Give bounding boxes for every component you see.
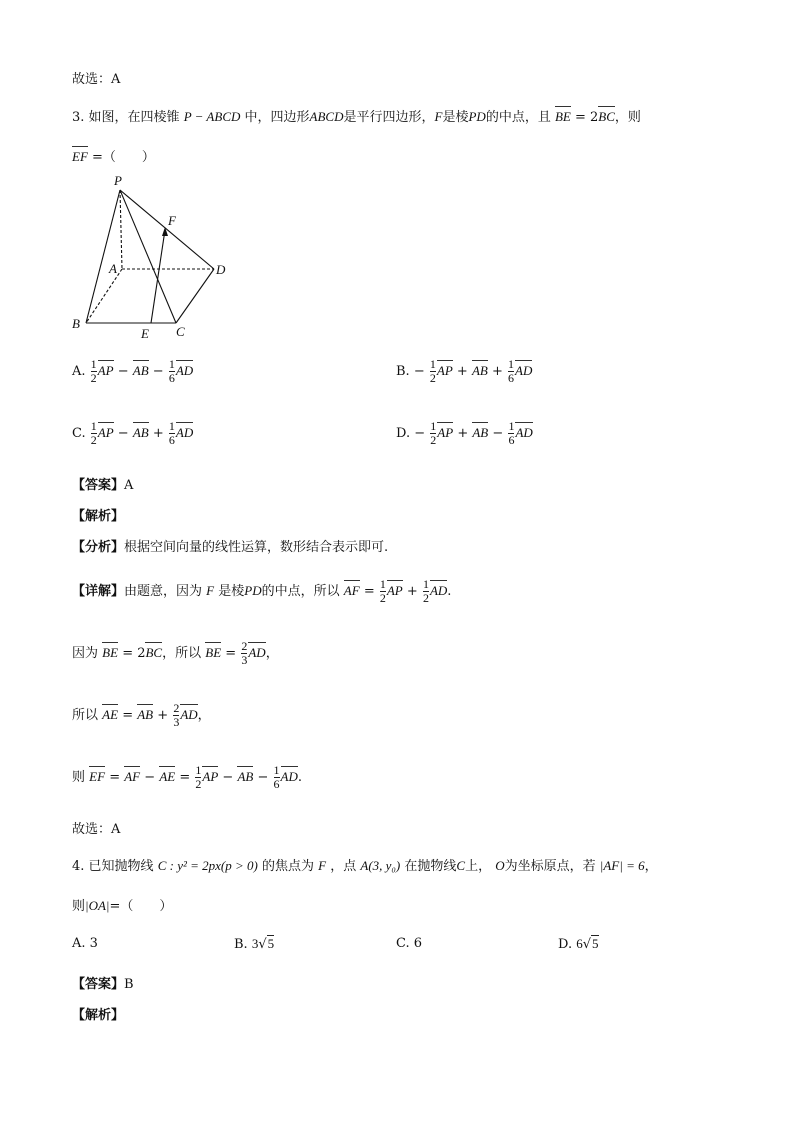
pyramid-figure [68, 170, 238, 345]
edge-PC [120, 190, 176, 323]
label-C: C [176, 324, 185, 339]
q4-jiexi: 【解析】 [72, 1008, 125, 1023]
edge-PB [86, 190, 120, 323]
q3-option-A[interactable]: A. $\frac{1}{2}$ AP − AB − $\frac{1}{6}$ AD [72, 357, 194, 385]
q4-answer: 【答案】B [72, 977, 134, 992]
q4-stem: 4. 已知抛物线 C : y² = 2px(p > 0) 的焦点为 F ，点 A(3, y₀) 在抛物线C上， O为坐标原点，若 |AF| = 6， [72, 858, 658, 874]
q4-option-D[interactable]: D. 6√5 [558, 936, 599, 952]
edge-CD [176, 269, 214, 323]
q3-stem: 3. 如图，在四棱锥 P − ABCD 中，四边形ABCD是平行四边形，F是棱PD的中点，且 BE = 2BC，则 [72, 109, 641, 125]
q3-detail-4: 则 EF = AF − AE = $\frac{1}{2}$ AP − AB − $\frac{1}{6}$ AD. [72, 763, 303, 791]
segment-EF [151, 230, 165, 323]
label-P: P [114, 173, 122, 188]
label-E: E [141, 326, 149, 341]
q3-option-C[interactable]: C. $\frac{1}{2}$ AP − AB + $\frac{1}{6}$ AD [72, 419, 194, 447]
arrowhead-F [162, 227, 168, 236]
label-D: D [216, 262, 226, 277]
q3-option-D[interactable]: D. − $\frac{1}{2}$ AP + AB − $\frac{1}{6}$ AD [396, 419, 533, 447]
q3-fenxi: 【分析】根据空间向量的线性运算，数形结合表示即可. [72, 540, 389, 555]
q4-option-B[interactable]: B. 3√5 [234, 936, 275, 952]
q3-detail-2: 因为 BE = 2BC，所以 BE = $\frac{2}{3}$ AD， [72, 639, 279, 667]
edge-AB [86, 269, 122, 323]
q3-stem-line2: EF =（ ） [72, 149, 155, 165]
q3-jiexi: 【解析】 [72, 509, 125, 524]
edge-PA [120, 190, 122, 269]
answer-selection-q2: 故选：A [72, 72, 121, 87]
q4-option-C[interactable]: C. 6 [396, 936, 423, 951]
q3-detail-1: 【详解】由题意，因为 F 是棱PD的中点，所以 AF = $\frac{1}{2}$ AP + $\frac{1}{2}$ AD. [72, 577, 452, 605]
q4-option-A[interactable]: A. 3 [72, 936, 98, 951]
q3-answer-selection: 故选：A [72, 822, 121, 837]
q3-option-B[interactable]: B. − $\frac{1}{2}$ AP + AB + $\frac{1}{6}$ AD [396, 357, 533, 385]
label-A: A [109, 261, 117, 276]
label-F: F [168, 213, 176, 228]
q4-stem-line2: 则|OA|=（ ） [72, 898, 173, 914]
q3-answer: 【答案】A [72, 478, 134, 493]
label-B: B [72, 316, 80, 331]
q3-detail-3: 所以 AE = AB + $\frac{2}{3}$ AD， [72, 701, 211, 729]
edge-PD [120, 190, 214, 269]
